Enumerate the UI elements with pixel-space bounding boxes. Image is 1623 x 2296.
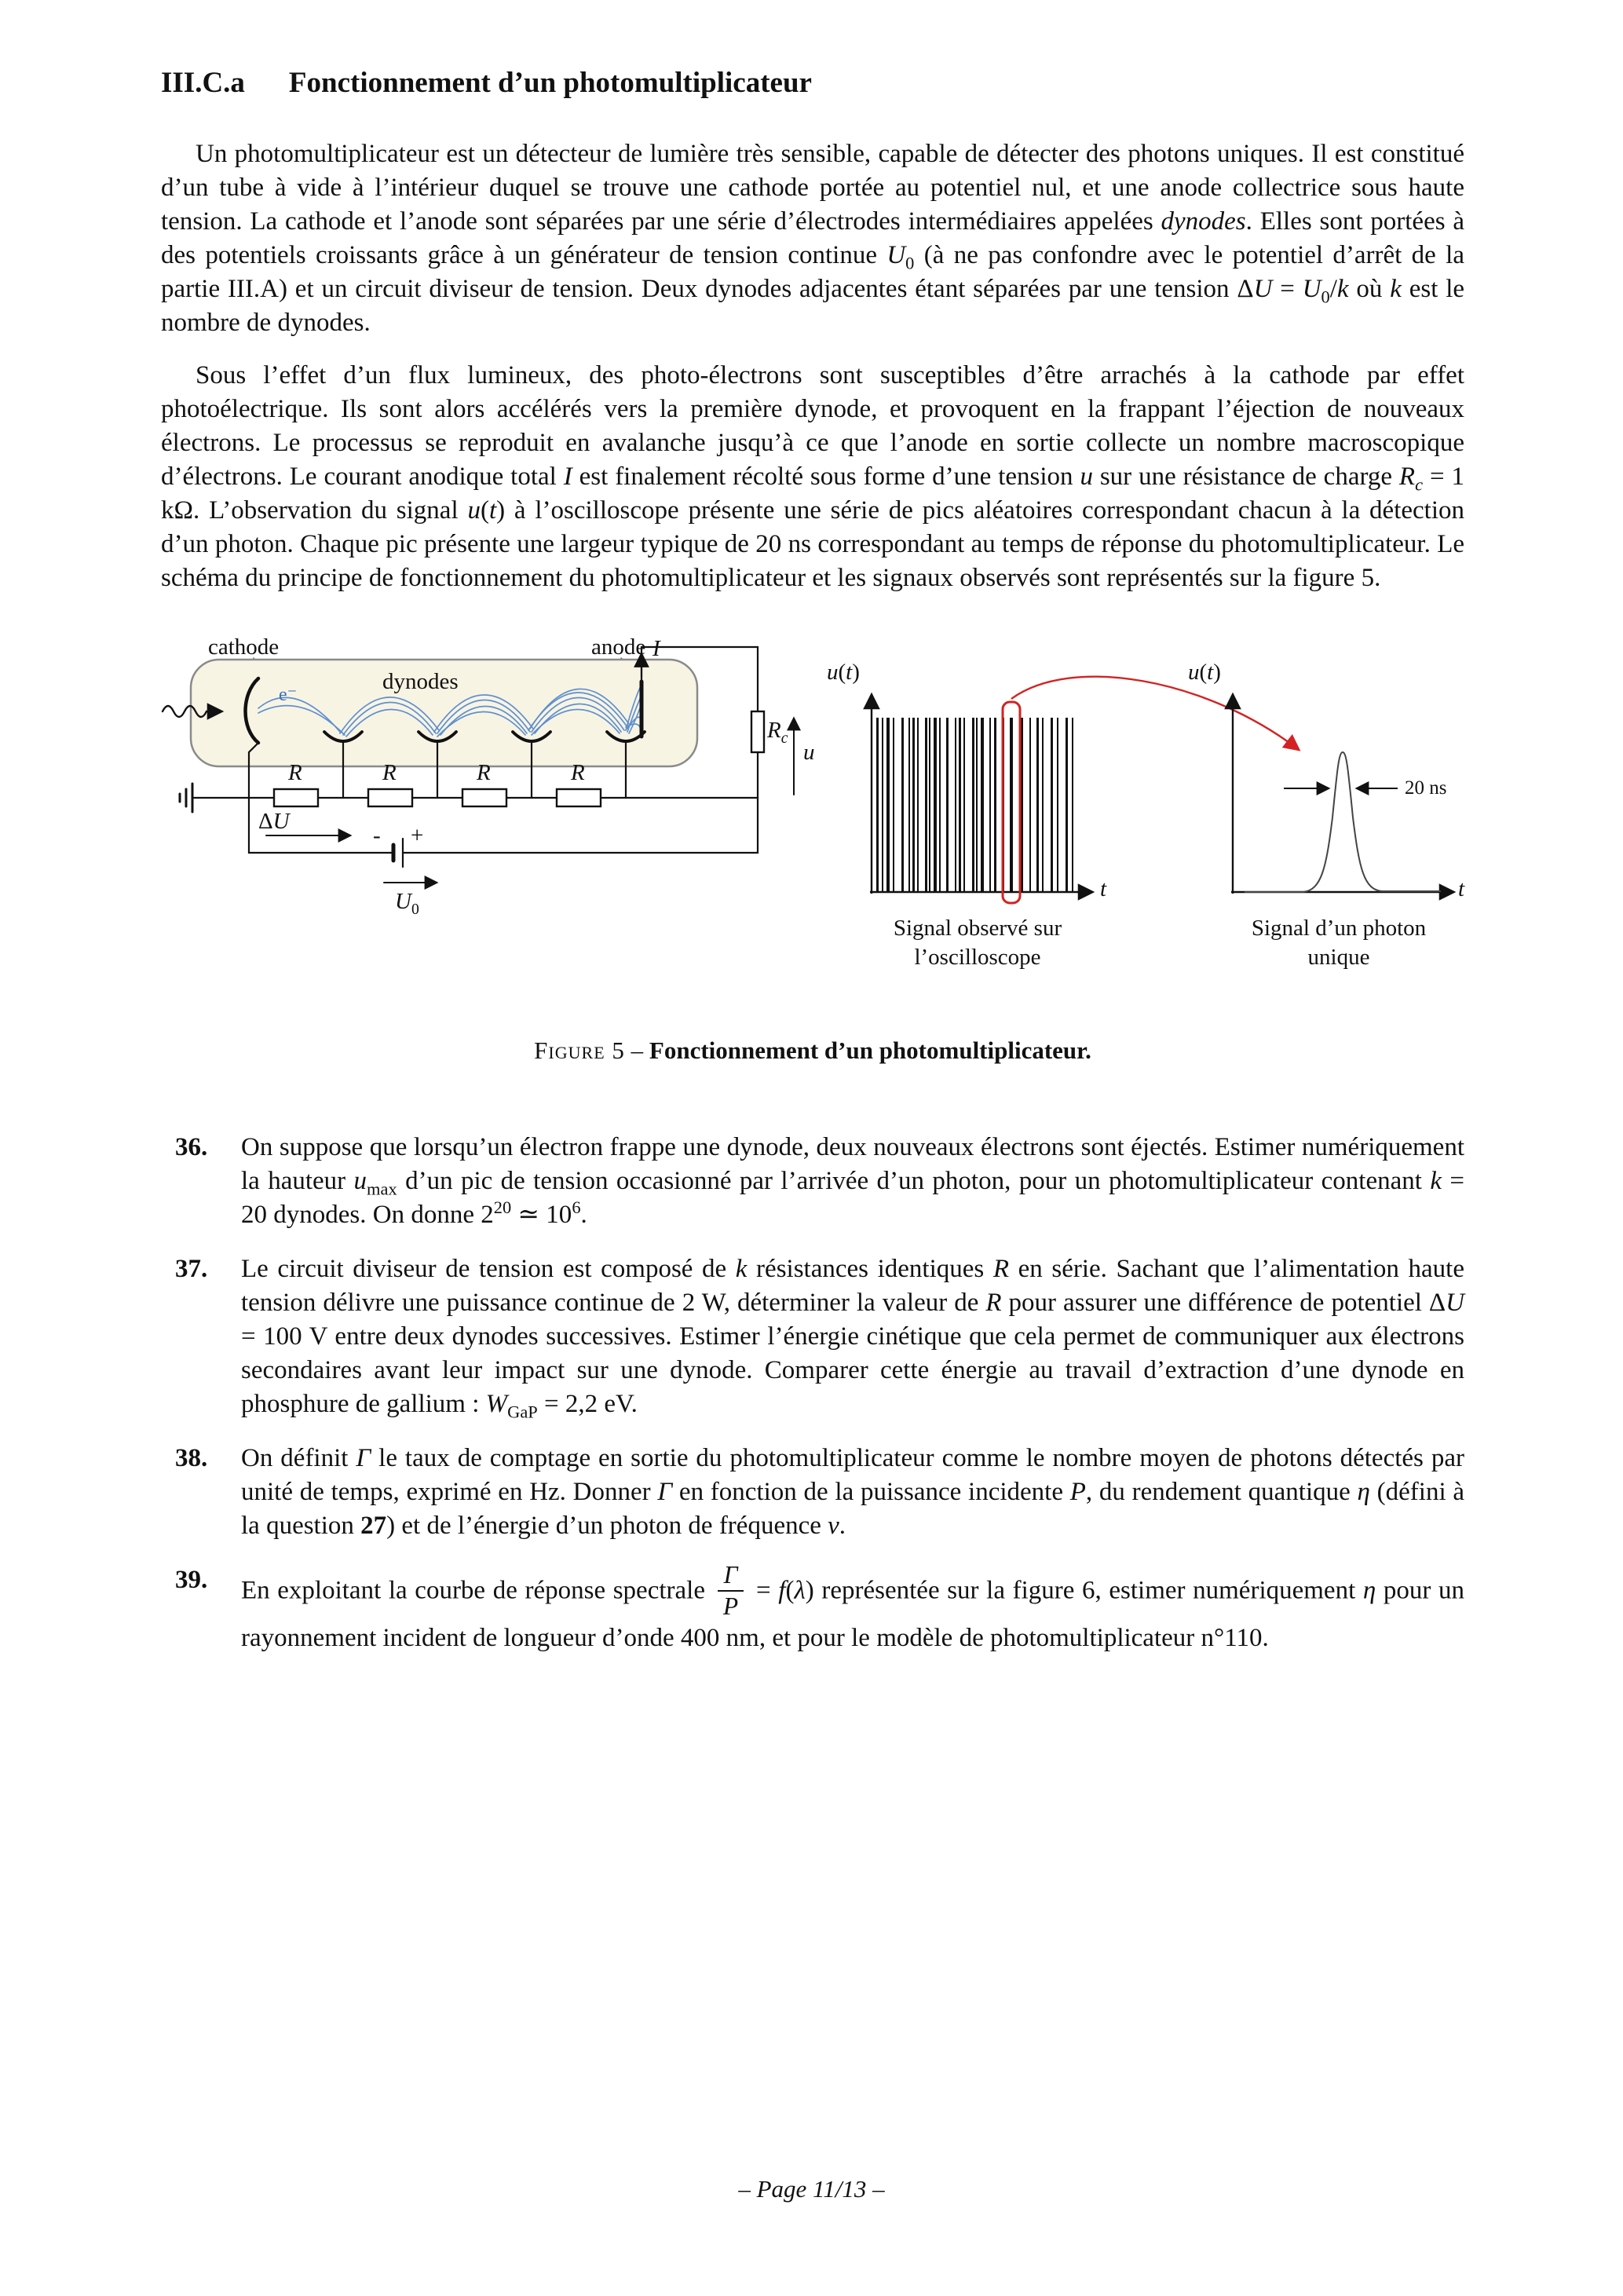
scope-pulse [934, 718, 937, 892]
scope-pulse [963, 718, 965, 892]
delta-u-label: ΔU [258, 809, 290, 834]
scope-xlabel: t [1100, 876, 1107, 901]
figure-caption [161, 1036, 1464, 1065]
scope-caption: Signal observé sur l’oscilloscope [893, 916, 1062, 970]
electron-label: e⁻ [279, 685, 298, 705]
figure-5 [161, 633, 1464, 982]
r4-label: R [571, 760, 585, 785]
scope-pulse [886, 718, 890, 892]
page-footer: – Page 11/13 – [738, 2175, 885, 2203]
scope-pulse [912, 718, 915, 892]
question-number: 39. [175, 1566, 208, 1594]
question-number: 38. [175, 1444, 208, 1472]
scope-pulse [917, 718, 919, 892]
scope-ylabel: u(t) [827, 660, 860, 685]
scope-pulse [959, 718, 961, 892]
question-text: On suppose que lorsqu’un électron frappe une dynode, deux nouveaux électrons sont éjectés. Estimer numériquement la hauteur $u_{max}$ d’un pic de tension occasionné par l’arrivée d’un photon, pour un photomultiplicateur contenant k = 20 dynodes. On donne $2^{20}$ ≃ $10^6$. [241, 1133, 1464, 1229]
scope-pulses [876, 718, 1073, 892]
scope-pulse [893, 718, 894, 892]
paragraph-2: Sous l’effet d’un flux lumineux, des photo-électrons sont susceptibles d’être arrachés à la cathode par effet photoélectrique. Ils sont alors accélérés vers la première dynode, et provoquent en la frappant l’éjection de nouveaux électrons. Le processus se reproduit en avalanche jusqu’à ce que l’anode en sortie collecte un nombre macroscopique d’électrons. Le courant anodique total I est finalement récolté sous forme d’une tension u sur une résistance de charge $R_c = 1$ kΩ. L’observation du signal u(t) à l’oscilloscope présente une série de pics aléatoires correspondant chacun à la détection d’un photon. Chaque pic présente une largeur typique de 20 ns correspondant au temps de réponse du photomultiplicateur. Le schéma du principe de fonctionnement du photomultiplicateur et les signaux observés sont représentés sur la figure 5. [161, 361, 1464, 592]
scope-pulse [901, 718, 904, 892]
ground-symbol [180, 784, 192, 812]
scope-pulse [1029, 718, 1031, 892]
scope-pulse [989, 718, 991, 892]
dynodes-label: dynodes [382, 669, 459, 694]
question-text: Le circuit diviseur de tension est composé de k résistances identiques R en série. Sachant que l’alimentation haute tension délivre une puissance continue de 2 W, déterminer la valeur de R pour assurer une différence de potentiel ΔU = 100 V entre deux dynodes successives. Estimer l’énergie cinétique que cela permet de communiquer aux électrons secondaires avant leur impact sur une dynode. Comparer cette énergie au travail d’extraction d’une dynode en phosphure de gallium : $W_{GaP} = 2,2$ eV. [241, 1255, 1464, 1422]
r2-label: R [382, 760, 397, 785]
zoom-arrow [1011, 677, 1298, 749]
scope-pulse [1051, 718, 1053, 892]
question-number: 37. [175, 1255, 208, 1283]
anode-label: anode [591, 634, 646, 660]
section-number: III.C.a [161, 67, 245, 99]
scope-pulse [946, 718, 949, 892]
scope-pulse [972, 718, 974, 892]
scope-panel [870, 677, 1298, 903]
content [161, 66, 1464, 1676]
single-caption: Signal d’un photon unique [1251, 916, 1427, 970]
scope-pulse [994, 718, 996, 892]
question-item-38 [161, 1442, 1464, 1543]
scope-pulse [976, 718, 978, 892]
pulse-width-label: 20 ns [1405, 777, 1447, 799]
battery-symbol [393, 839, 403, 867]
r1-label: R [288, 760, 302, 785]
section-title: Fonctionnement d’un photomultiplicateur [288, 67, 812, 99]
figure-caption-title: Fonctionnement d’un photomultiplicateur. [649, 1036, 1091, 1064]
scope-pulse [1072, 718, 1073, 892]
scope-pulse [908, 718, 910, 892]
scope-pulse [1066, 718, 1068, 892]
single-pulse-curve [1245, 752, 1441, 892]
scope-pulse [929, 718, 930, 892]
questions [161, 1131, 1464, 1655]
scope-pulse [939, 718, 941, 892]
scope-pulse [1010, 718, 1013, 892]
scope-pulse [882, 718, 883, 892]
scope-pulse [876, 718, 879, 892]
scope-pulse [981, 718, 984, 892]
section-heading [161, 66, 1464, 100]
question-text: En exploitant la courbe de réponse spectrale $\frac{\Gamma}{P}$ = f(λ) représentée sur la figure 6, estimer numériquement η pour un rayonnement incident de longueur d’onde 400 nm, et pour le modèle de photomultiplicateur n°110. [241, 1561, 1464, 1652]
scope-pulse [1057, 718, 1058, 892]
figure-caption-dash: – [631, 1036, 644, 1064]
scope-pulse [1036, 718, 1039, 892]
rc-label: $R_c$ [767, 718, 788, 747]
cathode-label: cathode [208, 634, 280, 660]
question-item-37 [161, 1252, 1464, 1421]
single-ylabel: u(t) [1188, 660, 1221, 685]
current-label: I [652, 636, 660, 661]
question-item-36 [161, 1131, 1464, 1232]
scope-pulse [1042, 718, 1044, 892]
load-resistor [751, 711, 764, 752]
paragraph-1: Un photomultiplicateur est un détecteur de lumière très sensible, capable de détecter des photons uniques. Il est constitué d’un tube à vide à l’intérieur duquel se trouve une cathode portée au potentiel nul, et une anode collectrice sous haute tension. La cathode et l’anode sont séparées par une série d’électrodes intermédiaires appelées dynodes. Elles sont portées à des potentiels croissants grâce à un générateur de tension continue $U_0$ (à ne pas confondre avec le potentiel d’arrêt de la partie III.A) et un circuit diviseur de tension. Deux dynodes adjacentes étant séparées par une tension $\Delta U = U_0/k$ où k est le nombre de dynodes. [161, 140, 1465, 337]
battery-plus-label: + [411, 823, 424, 848]
r3-label: R [477, 760, 491, 785]
figure-caption-label: Figure 5 [534, 1036, 625, 1064]
question-number: 36. [175, 1133, 208, 1161]
question-item-39 [161, 1563, 1464, 1655]
scope-pulse [925, 718, 927, 892]
question-text: On définit Γ le taux de comptage en sortie du photomultiplicateur comme le nombre moyen de photons détectés par unité de temps, exprimé en Hz. Donner Γ en fonction de la puissance incidente P, du rendement quantique η (défini à la question 27) et de l’énergie d’un photon de fréquence ν. [241, 1444, 1465, 1540]
u0-label: $U_0$ [395, 889, 419, 918]
u-label: u [803, 740, 815, 765]
single-xlabel: t [1458, 876, 1465, 901]
scope-pulse [955, 718, 956, 892]
battery-minus-label: - [373, 823, 381, 848]
